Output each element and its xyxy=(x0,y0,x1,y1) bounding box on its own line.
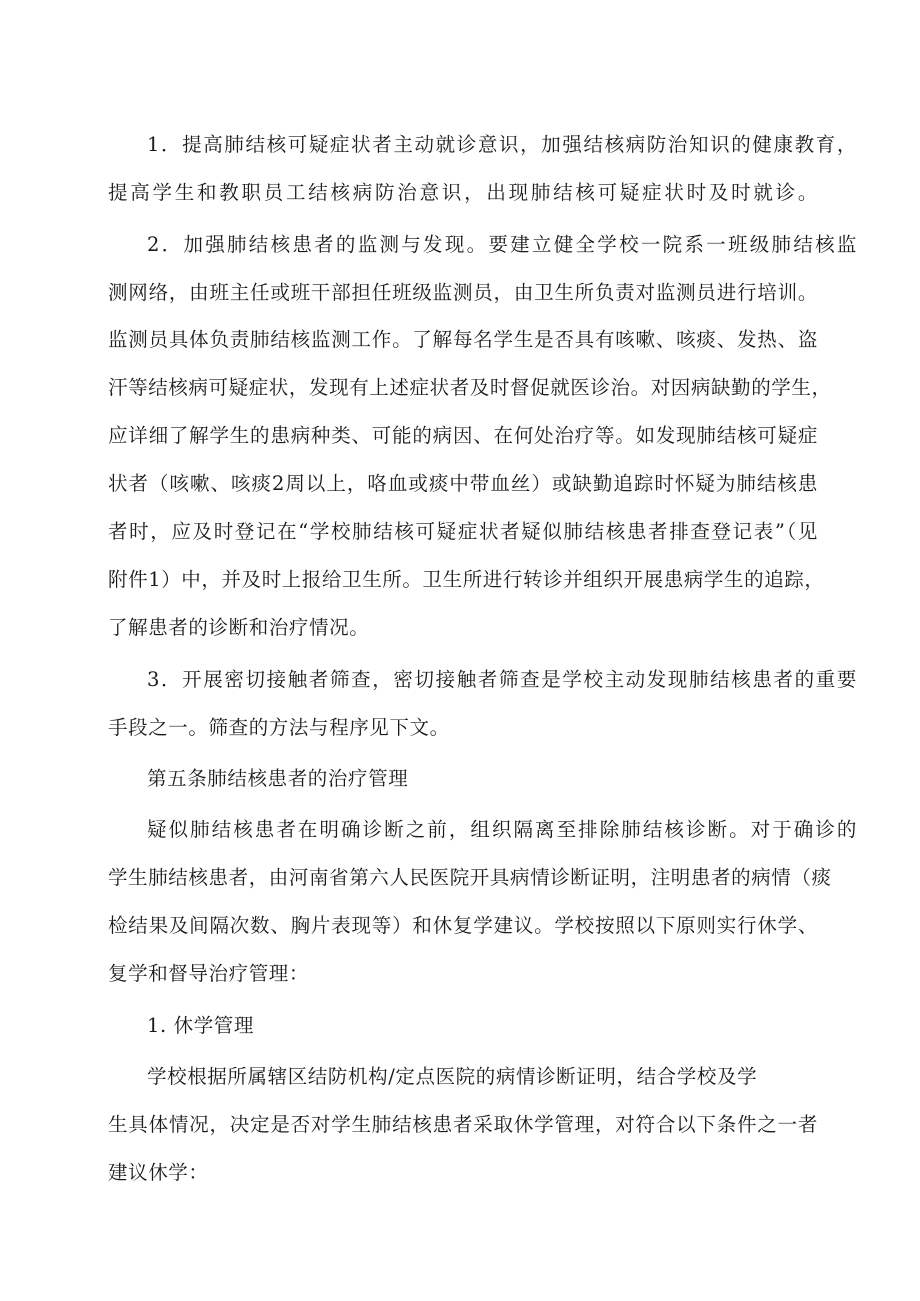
para-suspension-line-2: 生具体情况，决定是否对学生肺结核患者采取休学管理，对符合以下条件之一者 xyxy=(108,1113,818,1136)
item-1-line-2: 提高学生和教职员工结核病防治意识，出现肺结核可疑症状时及时就诊。 xyxy=(108,181,818,204)
para-suspension-line-3: 建议休学： xyxy=(108,1161,209,1184)
item-2-line-9: 了解患者的诊断和治疗情况。 xyxy=(108,616,370,639)
para-treatment-line-4: 复学和督导治疗管理： xyxy=(108,962,310,985)
item-2-line-6: 状者（咳嗽、咳痰2周以上，咯血或痰中带血丝）或缺勤追踪时怀疑为肺结核患 xyxy=(108,472,818,495)
para-suspension-line-1: 学校根据所属辖区结防机构/定点医院的病情诊断证明，结合学校及学 xyxy=(147,1065,758,1088)
para-treatment-line-3: 检结果及间隔次数、胸片表现等）和休复学建议。学校按照以下原则实行休学、 xyxy=(108,914,818,937)
item-3-line-2: 手段之一。筛查的方法与程序见下文。 xyxy=(108,716,450,739)
item-3-line-1: 3．开展密切接触者筛查，密切接触者筛查是学校主动发现肺结核患者的重要 xyxy=(147,668,857,691)
subheading-suspension: 1. 休学管理 xyxy=(147,1014,255,1037)
item-2-line-8: 附件1）中，并及时上报给卫生所。卫生所进行转诊并组织开展患病学生的追踪， xyxy=(108,568,825,591)
section-heading: 第五条肺结核患者的治疗管理 xyxy=(147,767,409,790)
item-2-line-5: 应详细了解学生的患病种类、可能的病因、在何处治疗等。如发现肺结核可疑症 xyxy=(108,424,818,447)
item-1-line-1: 1．提高肺结核可疑症状者主动就诊意识，加强结核病防治知识的健康教育， xyxy=(147,133,857,156)
para-treatment-line-1: 疑似肺结核患者在明确诊断之前，组织隔离至排除肺结核诊断。对于确诊的 xyxy=(147,818,857,841)
item-2-line-4: 汗等结核病可疑症状，发现有上述症状者及时督促就医诊治。对因病缺勤的学生， xyxy=(108,376,832,399)
item-2-line-1: 2．加强肺结核患者的监测与发现。要建立健全学校一院系一班级肺结核监 xyxy=(147,233,857,256)
item-2-line-7: 者时，应及时登记在“学校肺结核可疑症状者疑似肺结核患者排查登记表”（见 xyxy=(108,520,818,543)
para-treatment-line-2: 学生肺结核患者，由河南省第六人民医院开具病情诊断证明，注明患者的病情（痰 xyxy=(108,866,832,889)
item-2-line-2: 测网络，由班主任或班干部担任班级监测员，由卫生所负责对监测员进行培训。 xyxy=(108,281,818,304)
item-2-line-3: 监测员具体负责肺结核监测工作。了解每名学生是否具有咳嗽、咳痰、发热、盗 xyxy=(108,328,818,351)
